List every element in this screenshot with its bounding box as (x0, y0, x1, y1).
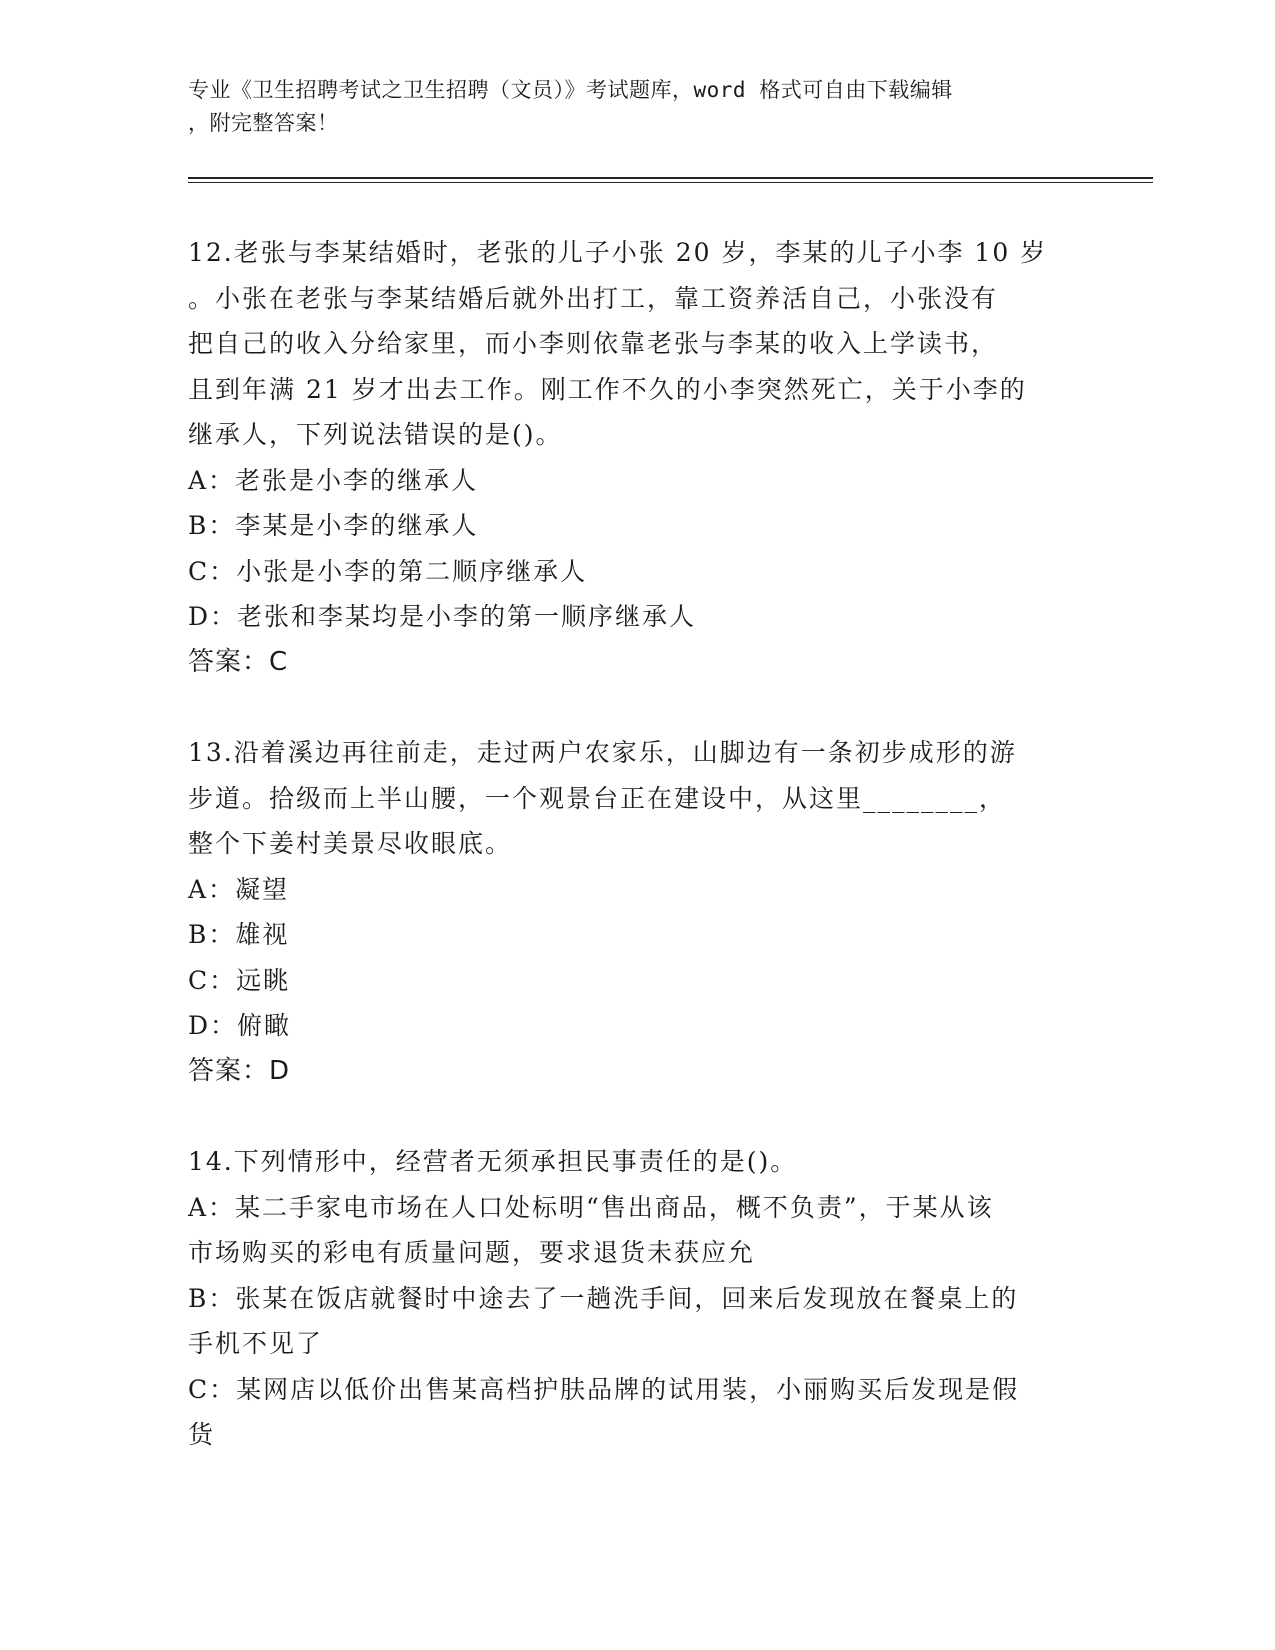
option-a: A：老张是小李的继承人 (188, 465, 479, 495)
option-a: A：某二手家电市场在人口处标明“售出商品，概不负责”，于某从该 (188, 1192, 994, 1222)
option-b: B：李某是小李的继承人 (188, 511, 479, 540)
question-13 (188, 730, 1088, 1094)
option-c-continued: 货 (188, 1420, 216, 1449)
spacer (188, 1094, 1088, 1139)
question-stem-line: 步道。拾级而上半山腰，一个观景台正在建设中，从这里________， (188, 783, 1007, 813)
header-rule-thin (188, 182, 1153, 183)
option-b: B：雄视 (188, 920, 290, 949)
option-b-continued: 手机不见了 (188, 1329, 324, 1358)
spacer (188, 685, 1088, 730)
answer-text: 答案：C (188, 646, 289, 677)
header-line: 专业《卫生招聘考试之卫生招聘（文员）》考试题库，word 格式可自由下载编辑 (188, 78, 953, 102)
option-d: D：老张和李某均是小李的第一顺序继承人 (188, 602, 697, 631)
option-a-continued: 市场购买的彩电有质量问题，要求退货未获应允 (188, 1238, 756, 1267)
question-stem-line: 13.沿着溪边再往前走，走过两户农家乐，山脚边有一条初步成形的游 (188, 738, 1017, 767)
question-list (188, 230, 1088, 1458)
question-12 (188, 230, 1088, 685)
option-a: A：凝望 (188, 874, 290, 904)
question-stem-line: 且到年满 21 岁才出去工作。刚工作不久的小李突然死亡，关于小李的 (188, 374, 1027, 404)
option-c: C：远眺 (188, 965, 291, 995)
document-header (188, 74, 1068, 140)
option-c: C：小张是小李的第二顺序继承人 (188, 556, 588, 586)
answer-text: 答案：D (188, 1055, 291, 1086)
question-stem-line: 12.老张与李某结婚时，老张的儿子小张 20 岁，李某的儿子小李 10 岁 (188, 238, 1048, 267)
option-d: D：俯瞰 (188, 1011, 292, 1040)
question-stem-line: 把自己的收入分给家里，而小李则依靠老张与李某的收入上学读书， (188, 329, 999, 358)
question-stem-line: 14.下列情形中，经营者无须承担民事责任的是()。 (188, 1147, 798, 1176)
header-line: ，附完整答案！ (188, 111, 339, 135)
header-rule (188, 177, 1153, 179)
option-c: C：某网店以低价出售某高档护肤品牌的试用装，小丽购买后发现是假 (188, 1374, 1020, 1404)
question-stem-line: 。小张在老张与李某结婚后就外出打工，靠工资养活自己，小张没有 (188, 283, 999, 313)
question-stem-line: 继承人，下列说法错误的是()。 (188, 420, 563, 449)
question-stem-line: 整个下姜村美景尽收眼底。 (188, 829, 513, 858)
option-b: B：张某在饭店就餐时中途去了一趟洗手间，回来后发现放在餐桌上的 (188, 1283, 1019, 1313)
question-14 (188, 1139, 1088, 1458)
